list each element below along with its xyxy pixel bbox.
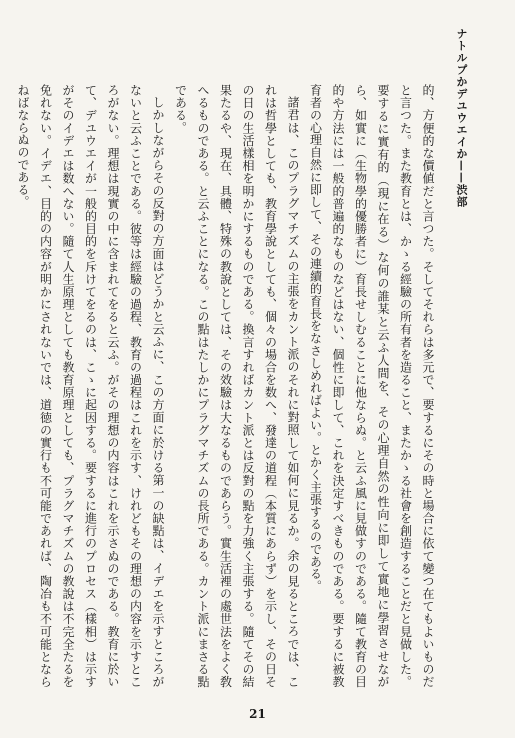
paragraph: 諸君は、このプラグマチズムの主張をカント派のそれに對照して如何に見るか。余の見るところでは、これは哲學としても、教育學說としても、個々の場合を数へ、發達の道程（本質にあらず）を示し、その日その日の生活樣相を明かにするものである。換言すればカント派とは反對の點を力強く主張する。隨てその結果たるや、現在、具體、特殊の教說としては、その效驗は大なるものであらう。實生活裡の處世法をよく敎へるものである。と云ふことになる。この點はたしかにプラグマチズムの長所である。カント派にまさる點である。	[173, 84, 300, 688]
paragraph: しかしながらその反對の方面はどうかと云ふに、この方面に於ける第一の缺點は、イデエを示すところがないと云ふことである。彼等は經驗の過程、教育の過程はこれを示す、けれどもその理想の内容を示すところがない。理想は現實の中に含まれてをると云ふ。がその理想の内容はこれを示さぬのである。教育に於いて、デユウエイが一般的目的を斥けてをるのは、こゝに起因する。要するに進行のプロセス（樣相）は示すがそのイデエは数へない。隨て人生原理としても教育原理としても、プラグマチズムの教說は不完全たるを免れない。イデエ、目的の内容が明かにされないでは、道徳の實行も不可能であれば、陶冶も不可能とならねばならぬのである。	[16, 84, 165, 688]
body-text	[16, 84, 439, 688]
paragraph: 的、方便的な價値だと言つた。そしてそれらは多元で、要するにその時と場合に依て變つ在てもよいものだと言つた。また教育とは、かゝる經驗の所有者を造ること、またかゝる社會を創造することだと見做した。要するに實有的（現に在る）な何の誰某と云ふ人間を、その心理自然の性向に即して實地に學習させながら、如實に（生物學的優勝者に）育長せしむることに他ならぬ。と云ふ風に見做すのである。隨て教育の目的や方法には一般的普遍的なものなどはない、個性に即して、これを決定すべきものである。要するに被教育者の心理自然に即して、その連續的育長をなさしめればよい。とかく主張するのである。	[308, 84, 435, 688]
page-number: 21	[249, 707, 266, 721]
running-head: ナトルプかデユウエイか——渋部	[455, 28, 468, 208]
